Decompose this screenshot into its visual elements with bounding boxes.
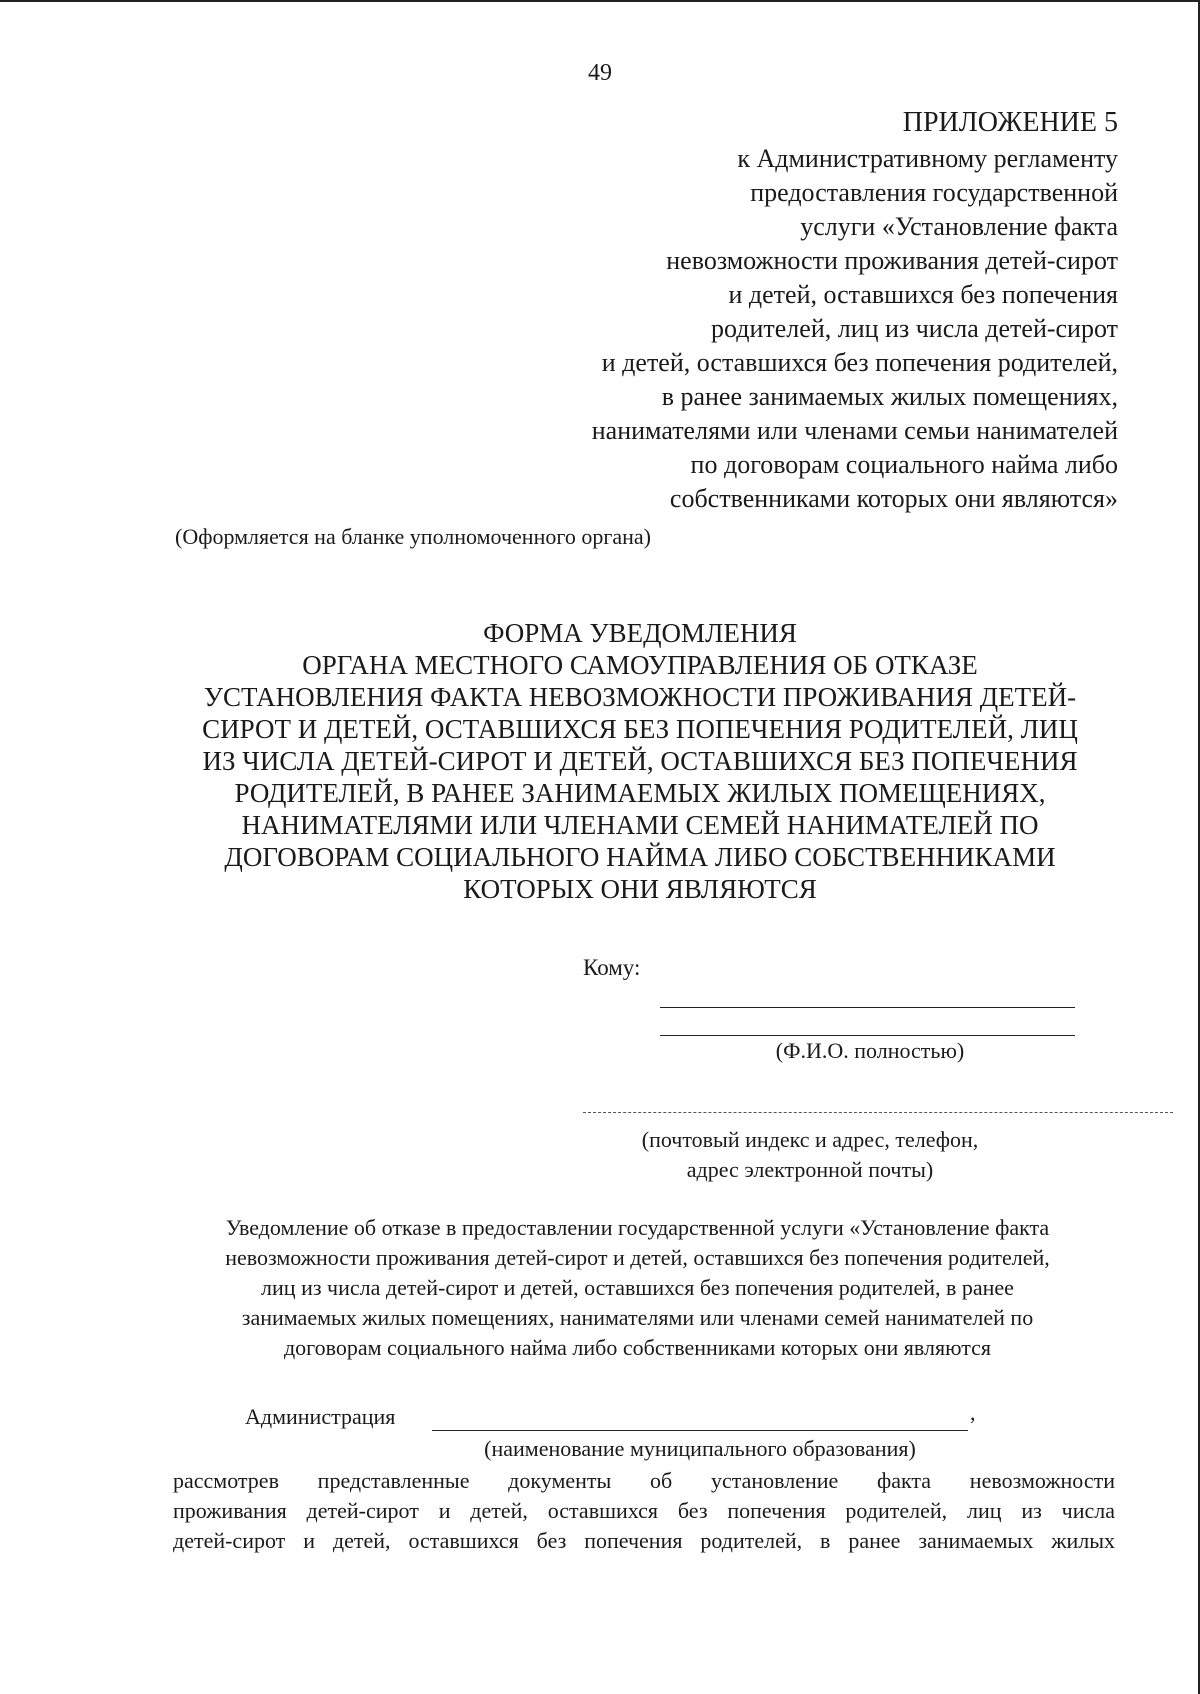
municipality-line	[432, 1430, 968, 1431]
appendix-heading: ПРИЛОЖЕНИЕ 5	[902, 107, 1118, 138]
appendix-line: предоставления государственной	[750, 178, 1118, 207]
form-title-line: ОРГАНА МЕСТНОГО САМОУПРАВЛЕНИЯ ОБ ОТКАЗЕ	[302, 650, 978, 680]
scan-border-top	[0, 0, 1200, 2]
address-hint-line: адрес электронной почты)	[686, 1157, 934, 1182]
notice-heading	[170, 1213, 1105, 1363]
appendix-line: по договорам социального найма либо	[690, 450, 1118, 479]
body-line: проживания детей-сирот и детей, оставшихся без попечения родителей, лиц из числа	[173, 1498, 1115, 1523]
form-title-line: ИЗ ЧИСЛА ДЕТЕЙ-СИРОТ И ДЕТЕЙ, ОСТАВШИХСЯ БЕЗ ПОПЕЧЕНИЯ	[202, 746, 1078, 776]
form-title-line: РОДИТЕЛЕЙ, В РАНЕЕ ЗАНИМАЕМЫХ ЖИЛЫХ ПОМЕЩЕНИЯХ,	[234, 778, 1046, 808]
notice-line: Уведомление об отказе в предоставлении государственной услуги «Установление факта	[225, 1215, 1050, 1240]
form-title-line: УСТАНОВЛЕНИЯ ФАКТА НЕВОЗМОЖНОСТИ ПРОЖИВАНИЯ ДЕТЕЙ-	[203, 682, 1077, 712]
appendix-line: и детей, оставшихся без попечения родителей,	[601, 348, 1118, 377]
blank-note: (Оформляется на бланке уполномоченного органа)	[175, 524, 651, 549]
page-number: 49	[588, 60, 612, 86]
notice-line: занимаемых жилых помещениях, нанимателями или членами семей нанимателей по	[241, 1305, 1034, 1330]
recipient-fio-line-1	[660, 1007, 1075, 1008]
notice-line: лиц из числа детей-сирот и детей, оставшихся без попечения родителей, в ранее	[261, 1275, 1014, 1300]
appendix-line: родителей, лиц из числа детей-сирот	[711, 314, 1118, 343]
administration-label: Администрация	[245, 1404, 396, 1429]
administration-comma: ,	[970, 1400, 976, 1425]
form-title	[175, 617, 1105, 905]
form-title-line: НАНИМАТЕЛЯМИ ИЛИ ЧЛЕНАМИ СЕМЕЙ НАНИМАТЕЛЕЙ ПО	[241, 810, 1039, 840]
address-hint-line: (почтовый индекс и адрес, телефон,	[641, 1127, 979, 1152]
appendix-line: к Административному регламенту	[737, 144, 1118, 173]
body-text	[173, 1466, 1115, 1556]
recipient-fio-line-2	[660, 1035, 1075, 1036]
municipality-hint: (наименование муниципального образования)	[484, 1436, 916, 1461]
fio-hint: (Ф.И.О. полностью)	[775, 1038, 965, 1063]
appendix-line: невозможности проживания детей-сирот	[666, 246, 1118, 275]
address-hint	[580, 1125, 1040, 1185]
recipient-label: Кому:	[583, 955, 641, 980]
form-title-line: СИРОТ И ДЕТЕЙ, ОСТАВШИХСЯ БЕЗ ПОПЕЧЕНИЯ РОДИТЕЛЕЙ, ЛИЦ	[202, 714, 1078, 744]
form-title-line: КОТОРЫХ ОНИ ЯВЛЯЮТСЯ	[463, 874, 817, 904]
appendix-line: в ранее занимаемых жилых помещениях,	[661, 382, 1118, 411]
appendix-line: услуги «Установление факта	[800, 212, 1118, 241]
body-line: рассмотрев представленные документы об установление факта невозможности	[173, 1468, 1115, 1493]
appendix-block	[398, 106, 1118, 516]
notice-line: невозможности проживания детей-сирот и детей, оставшихся без попечения родителей,	[225, 1245, 1050, 1270]
appendix-line: собственниками которых они являются»	[669, 484, 1118, 513]
notice-line: договорам социального найма либо собственниками которых они являются	[283, 1335, 992, 1360]
form-title-line: ДОГОВОРАМ СОЦИАЛЬНОГО НАЙМА ЛИБО СОБСТВЕННИКАМИ	[224, 842, 1056, 872]
body-line: детей-сирот и детей, оставшихся без попечения родителей, в ранее занимаемых жилых	[173, 1528, 1115, 1553]
appendix-line: и детей, оставшихся без попечения	[728, 280, 1118, 309]
form-title-line: ФОРМА УВЕДОМЛЕНИЯ	[483, 618, 797, 648]
appendix-line: нанимателями или членами семьи нанимателей	[591, 416, 1118, 445]
recipient-address-line	[583, 1112, 1173, 1113]
